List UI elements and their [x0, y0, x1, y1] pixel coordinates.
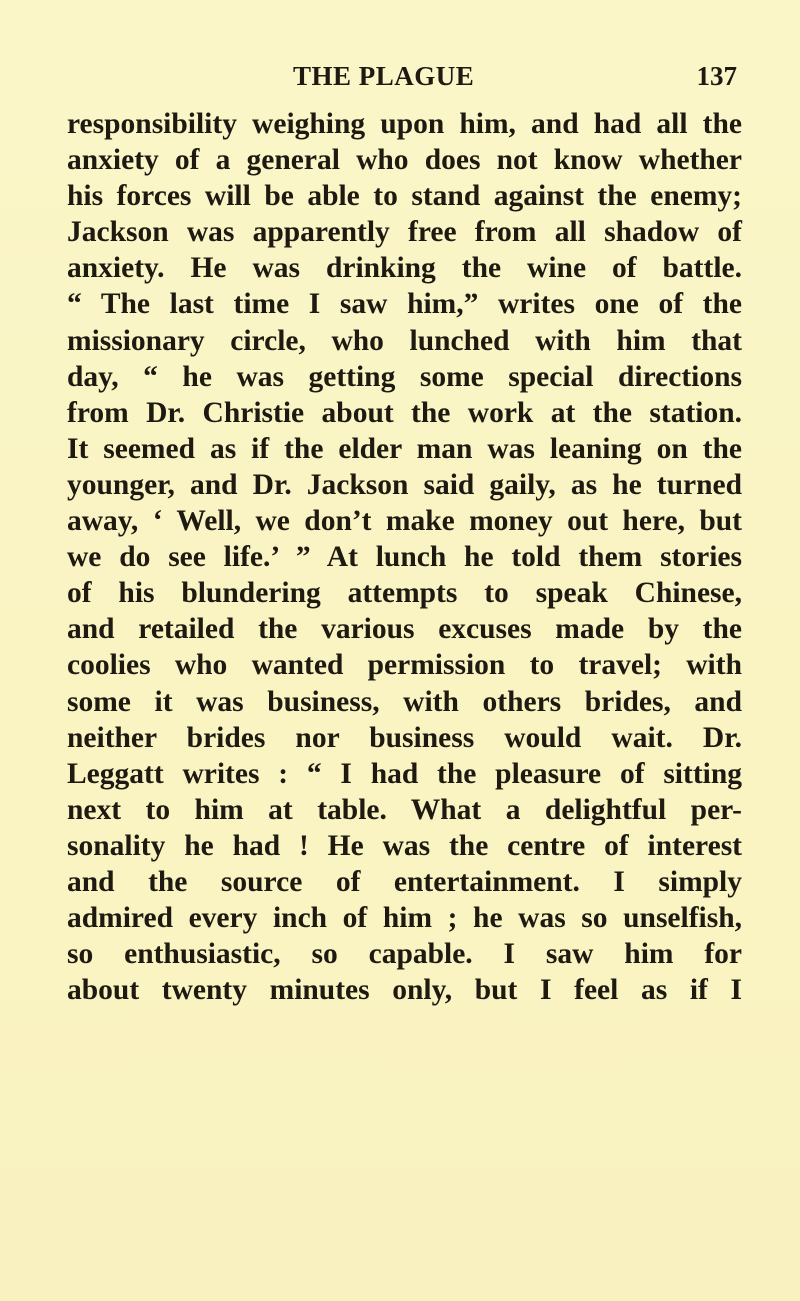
text-line-13: we do see life.’ ” At lunch he told them stories — [67, 541, 742, 574]
text-line-4: Jackson was apparently free from all shadow of — [67, 216, 742, 249]
text-line-17: some it was business, with others brides, and — [67, 685, 742, 718]
text-line-10: It seemed as if the elder man was leaning on the — [67, 432, 742, 465]
body-text — [67, 106, 742, 1008]
running-title: THE PLAGUE — [293, 61, 475, 91]
text-line-3: his forces will be able to stand against the enemy; — [67, 180, 742, 213]
text-line-2: anxiety of a general who does not know whether — [67, 144, 742, 177]
text-line-15: and retailed the various excuses made by the — [67, 613, 742, 646]
text-line-5: anxiety. He was drinking the wine of battle. — [67, 252, 742, 285]
text-line-14: of his blundering attempts to speak Chinese, — [67, 577, 742, 610]
text-line-23: admired every inch of him ; he was so unselfish, — [67, 902, 742, 935]
text-line-18: neither brides nor business would wait. Dr. — [67, 721, 742, 754]
text-line-1: responsibility weighing upon him, and had all the — [67, 108, 742, 140]
text-line-6: “ The last time I saw him,” writes one of the — [67, 288, 742, 321]
text-line-21: sonality he had ! He was the centre of interest — [67, 829, 742, 862]
text-line-16: coolies who wanted permission to travel; with — [67, 649, 742, 682]
page-header — [0, 58, 800, 98]
text-line-8: day, “ he was getting some special directions — [67, 360, 742, 393]
text-line-20: next to him at table. What a delightful per- — [67, 793, 742, 826]
text-line-7: missionary circle, who lunched with him that — [67, 324, 742, 357]
text-line-25: about twenty minutes only, but I feel as if I — [67, 974, 742, 1007]
text-line-19: Leggatt writes : “ I had the pleasure of sitting — [67, 757, 742, 790]
text-line-11: younger, and Dr. Jackson said gaily, as he turned — [67, 468, 742, 501]
text-line-24: so enthusiastic, so capable. I saw him for — [67, 938, 742, 971]
text-line-22: and the source of entertainment. I simply — [67, 865, 742, 898]
text-line-12: away, ‘ Well, we don’t make money out here, but — [67, 505, 742, 538]
text-line-9: from Dr. Christie about the work at the station. — [67, 396, 742, 429]
page-number: 137 — [696, 61, 737, 91]
